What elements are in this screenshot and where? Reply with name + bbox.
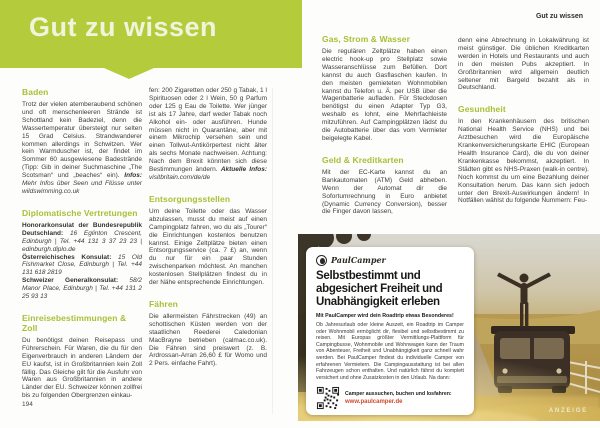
section-heading-gas: Gas, Strom & Wasser bbox=[322, 34, 411, 44]
consulate-label: Schweizer Generalkonsulat: bbox=[22, 277, 119, 285]
ad-logo-row bbox=[316, 254, 464, 266]
consulate-entry bbox=[22, 254, 142, 278]
ad-headline: Selbstbestimmt und abgesichert Freiheit und Unabhängigkeit erleben bbox=[316, 270, 443, 308]
einreise-text-part2 bbox=[149, 87, 267, 182]
entsorgung-text: Um deine Toilette oder das Wasser abzulassen, musst du meist auf einen Campingplatz fahren, wo du als „Tourer“ die Einrichtungen kostenlos benutzen kannst. Einige Zeltplätze bieten einen Entsorgungsservice (ca. 7 £) an, wenn du nur für ein paar Stunden zwischenparken möchtest. An manchen kostenlosen Stellplätzen findest du in der Nähe entsprechende Einrichtungen. bbox=[149, 207, 267, 287]
ad-subheadline: Mit PaulCamper wird dein Roadtrip etwas Besonderes! bbox=[316, 313, 454, 319]
gesundheit-text: In den Krankenhäusern des britischen National Health Service (NHS) und bei Arztbesuchen wird die Europäische Krankenversicherungskarte EHIC (European Health Insurance Card), die du von deiner Krankenkasse bekommst, akzeptiert. In Städten gibt es NHS-Praxen (walk-in centre). Noch kommst du um eine Bezahlung deiner Konsultation herum. Das kann sich jedoch unter den Brexit-Auswirkungen ändern! In Notfällen wählst du folgende Nummern: Feu- bbox=[458, 118, 589, 205]
section-heading-vertretungen: Diplomatische Vertretungen bbox=[22, 207, 138, 218]
consulate-detail: 58/2 Manor Place, Edinburgh | Tel. +44 131 2 25 93 13 bbox=[22, 277, 143, 301]
consulate-label: Honorarkonsulat der Bundesrepublik Deutschland: bbox=[22, 221, 142, 237]
gas-text: Die regulären Zeltplätze haben einen electric hook-up pro Stellplatz sowie Wasseranschlüsse zum Befüllen. Dort kannst du auch Gasflaschen kaufen. In den meisten gemieteten Wohnmobilen kannst du Telefon u. Ä. per USB über die Wagenbatterie aufladen. Für Steckdosen benötigst du einen Adapter Typ G3, weshalb es lohnt, eine Mehrfachleiste mitzuführen. Auf Campingplätzen lädst du die Autobatterie über das vom Vermieter beigelegte Kabel. bbox=[322, 48, 447, 142]
einreise-infos-link: visitbritain.com/de/de bbox=[149, 173, 211, 181]
geld-text-part1: Mit der EC-Karte kannst du an Bankautomaten (ATM) Geld abheben. Wenn der Automat dir die Sofortumrechnung in Euro anbietet (Dynamic Currency Conversion), besser die Finger davon lassen, bbox=[322, 168, 447, 216]
baden-infos-link: Mehr Infos über Seen und Flüsse unter wildswimming.co.uk bbox=[22, 180, 142, 195]
section-heading-gesundheit: Gesundheit bbox=[458, 104, 506, 115]
ad-cta-row bbox=[316, 386, 464, 410]
baden-text bbox=[22, 101, 142, 196]
column-1 bbox=[22, 87, 142, 400]
faehren-text: Die allermeisten Fährstrecken (49) an schottischen Küsten werden von der staatlichen Reederei Caledonian MacBrayne betrieben (calmac.co.uk). Die Fähren sind preiswert (z. B. Ardrossan-Arran 26,60 £ für Womo und 2 Pers. einfache Fahrt). bbox=[149, 312, 267, 368]
einreise-text-part1: Du benötigst deinen Reisepass und Führerschein. Für Waren, die du für den Eigenverbrauch in anderen Ländern der EU kaufst, ist in Großbritannien kein Zoll fällig. Das Gleiche gilt für die Ausfuhr von Waren aus Großbritannien in andere Länder der EU. Schweizer können zollfrei bis zu folgenden Obergrenzen einkau- bbox=[22, 336, 142, 400]
section-heading-entsorgung: Entsorgungsstellen bbox=[149, 193, 231, 204]
ad-brand: PaulCamper bbox=[331, 255, 386, 265]
geld-text-part2: denn eine Abrechnung in Lokalwährung ist meist günstiger. Die üblichen Kreditkarten werden in Hotels und Restaurants und auch in den meisten Pubs akzeptiert. In Großbritannien wird allgemein deutlich seltener mit Bargeld bezahlt als in Deutschland. bbox=[458, 37, 589, 92]
paulcamper-logo-icon bbox=[316, 255, 327, 266]
section-heading-faehren: Fähren bbox=[149, 298, 178, 309]
page-number: 194 bbox=[22, 401, 33, 408]
section-heading-geld: Geld & Kreditkarten bbox=[322, 154, 404, 165]
section-heading-einreise: Einreisebestimmungen & Zoll bbox=[22, 312, 127, 333]
page-header-banner bbox=[0, 0, 302, 68]
column-2 bbox=[149, 87, 267, 368]
baden-infos-label: Infos: bbox=[124, 172, 142, 180]
running-header: Gut zu wissen bbox=[535, 13, 583, 20]
consulate-detail: 16 Eglinton Crescent, Edinburgh | Tel. +44 131 3 37 23 23 | edinburgh.diplo.de bbox=[22, 229, 142, 253]
consulate-label: Österreichisches Konsulat: bbox=[22, 253, 112, 261]
consulate-entry bbox=[22, 277, 142, 301]
banner-pointer-icon bbox=[104, 68, 154, 79]
einreise-body: fen: 200 Zigaretten oder 250 g Tabak, 1 l Spirituosen oder 2 l Wein, 50 g Parfum oder 125 g Eau de Toilette. Wer jünger ist als 17 Jahre, darf weder Tabak noch Alkohol ein- oder ausführen. Hunde müssen nicht in Quarantäne, aber mit einem Mikrochip versehen sein und einen Tollwut-Antikörpertest nicht älter als sechs Monate nachweisen. Achtung: Nach dem Brexit könnten sich diese Bestimmungen ändern. bbox=[149, 87, 267, 174]
ad-card bbox=[306, 247, 474, 415]
page-title: Gut zu wissen bbox=[29, 12, 218, 42]
anzeige-label: ANZEIGE bbox=[548, 408, 588, 414]
ad-cta-url-link[interactable]: www.paulcamper.de bbox=[345, 399, 403, 406]
ad-body-text: Ob Jahresurlaub oder kleine Auszeit, ein Roadtrip im Camper oder Wohnmobil ermöglicht dir, flexibel und selbstbestimmt zu reisen. Mit Europas größter Vermittlungs-Plattform für Campingbusse, Wohnmobile und Wohnwagen kann der Traum von Abenteuer, Freiheit und Unabhängigkeit ganz schnell wahr werden. Bei PaulCamper findest du individuelle Camper von erfahrenen Vermietern. Die Campingausstattung ist bei allen Fahrzeugen schon enthalten. Und natürlich fährst du komplett versichert und ohne Zusatzkosten in den Urlaub. Na dann: bbox=[316, 322, 464, 381]
ad-cta-texts bbox=[345, 391, 452, 405]
consulate-entry bbox=[22, 222, 142, 254]
page-gutter-divider bbox=[272, 88, 273, 414]
baden-body: Trotz der vielen atemberaubend schönen und oft menschenleeren Strände ist Schottland kein Badeziel, denn die Wassertemperatur übersteigt nur selten 15 Grad Celsius. Strandwanderer kommen allerdings in Schwitzen. Wer kein Warmduscher ist, der findet im Sommer 60 ausgewiesene Badestrände (Tipp: Gib in deiner Suchmaschine „The Scotsman“ und „beaches“ ein). bbox=[22, 101, 142, 180]
ad-cta-label: Camper aussuchen, buchen und losfahren: bbox=[345, 391, 452, 398]
section-heading-baden: Baden bbox=[22, 87, 49, 97]
einreise-infos-label: Aktuelle Infos: bbox=[220, 166, 267, 174]
column-4 bbox=[458, 37, 589, 205]
consulate-detail: 15 Old Fishmarket Close, Edinburgh | Tel. +44 131 618 2819 bbox=[22, 253, 142, 277]
column-3 bbox=[322, 34, 447, 216]
qr-code-icon bbox=[316, 386, 340, 410]
